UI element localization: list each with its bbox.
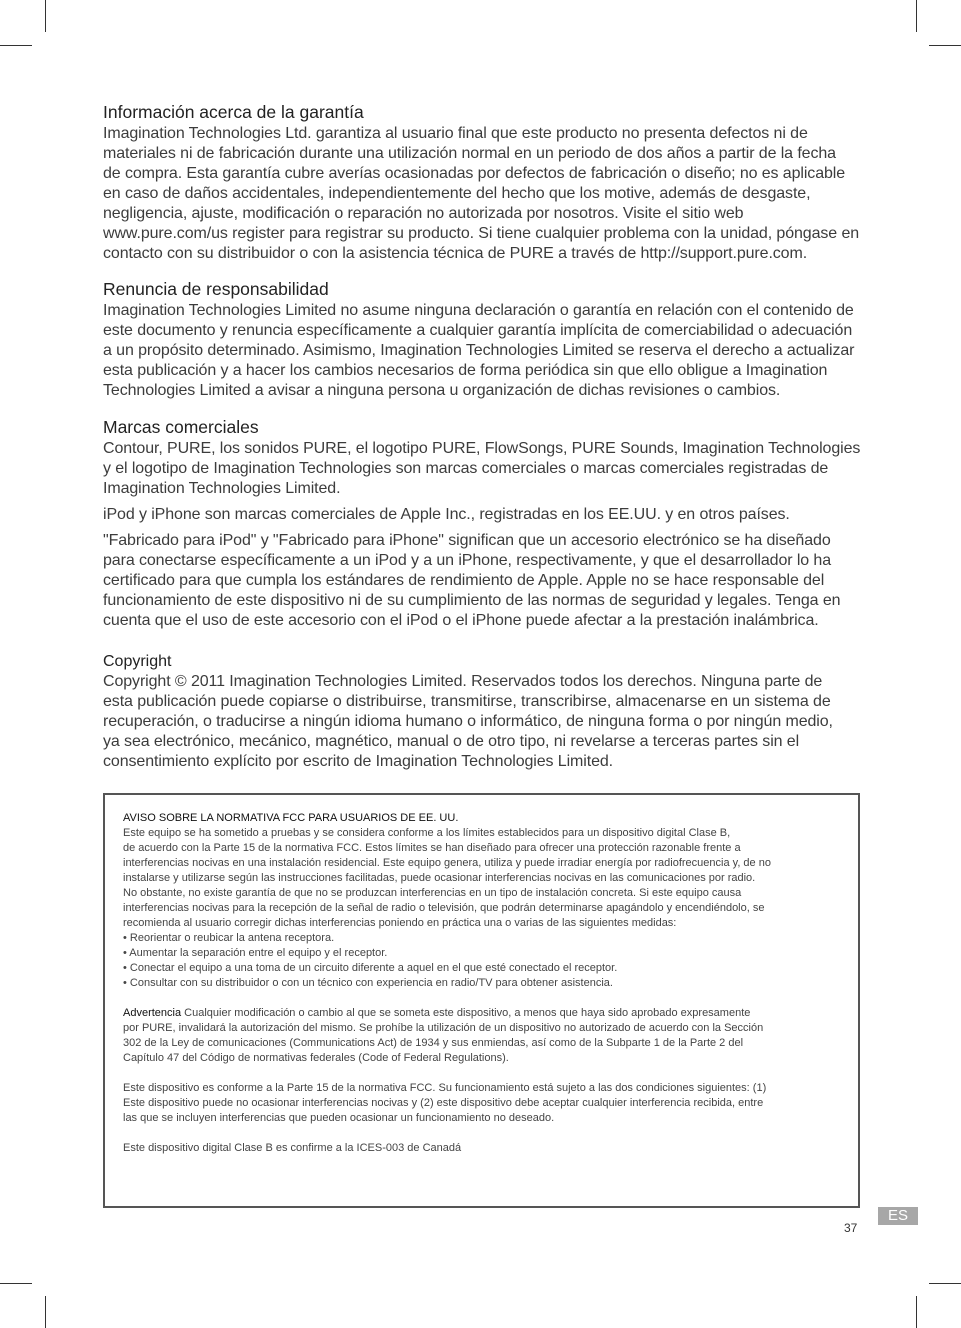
fcc-warning-label: Advertencia [123, 1007, 182, 1019]
text-line: cuenta que el uso de este accesorio con el iPod o el iPhone puede afectar a la prestación inalámbrica. [103, 612, 819, 629]
text-line: Imagination Technologies Limited. [103, 480, 341, 497]
trademarks-paragraph [103, 505, 903, 525]
text-line: instalarse y utilizarse según las instrucciones facilitadas, puede ocasionar interferencias nocivas en las comunicaciones por radio. [123, 872, 756, 884]
text-line: interferencias nocivas para la recepción de la señal de radio o televisión, que podrán determinarse apagándolo y encendiéndolo, se [123, 902, 765, 914]
warranty-heading: Información acerca de la garantía [103, 102, 364, 122]
trademarks-section [103, 417, 903, 631]
copyright-section [103, 652, 903, 772]
text-line: certificado para que cumpla los estándares de rendimiento de Apple. Apple no se hace responsable del [103, 572, 825, 589]
warranty-body [103, 124, 903, 264]
text-line: a un propósito determinado. Asimismo, Imagination Technologies Limited se reserva el derecho a actualizar [103, 342, 855, 359]
text-line: para conectarse específicamente a un iPod y a un iPhone, respectivamente, y que el desarrollador lo ha [103, 552, 832, 569]
text-line: Este dispositivo digital Clase B es confirme a la ICES-003 de Canadá [123, 1142, 462, 1154]
warranty-section [103, 102, 903, 264]
crop-mark [929, 1283, 961, 1284]
trademarks-heading: Marcas comerciales [103, 417, 259, 437]
text-line: Copyright © 2011 Imagination Technologies Limited. Reservados todos los derechos. Ninguna parte de [103, 673, 823, 690]
text-line: recomienda al usuario corregir dichas interferencias poniendo en práctica una o varias de las siguientes medidas: [123, 917, 677, 929]
text-line: contacto con su distribuidor o con la asistencia técnica de PURE a través de http://support.pure.com. [103, 245, 808, 262]
text-line: Technologies Limited a avisar a ninguna persona u organización de dichas revisiones o cambios. [103, 382, 781, 399]
copyright-heading: Copyright [103, 653, 172, 670]
text-line: de acuerdo con la Parte 15 de la normativa FCC. Estos límites se han diseñado para ofrecer una protección razonable frente a [123, 842, 741, 854]
text-line: No obstante, no existe garantía de que no se produzcan interferencias en un tipo de instalación concreta. Si este equipo causa [123, 887, 742, 899]
fcc-heading: AVISO SOBRE LA NORMATIVA FCC PARA USUARIOS DE EE. UU. [123, 812, 459, 824]
crop-mark [0, 45, 32, 46]
trademarks-paragraph [103, 439, 903, 499]
text-line: ya sea electrónico, mecánico, magnético, manual o de otro tipo, ni revelarse a terceras partes sin el [103, 733, 800, 750]
text-line: consentimiento explícito por escrito de Imagination Technologies Limited. [103, 753, 614, 770]
text-line: este documento y renuncia específicamente a cualquier garantía implícita de comerciabilidad o adecuación [103, 322, 853, 339]
text-line: interferencias nocivas en una instalación residencial. Este equipo genera, utiliza y puede irradiar energía por radiofrecuencia y, de no [123, 857, 771, 869]
text-line: "Fabricado para iPod" y "Fabricado para iPhone" significan que un accesorio electrónico se ha diseñado [103, 532, 831, 549]
crop-mark [929, 45, 961, 46]
text-line: recuperación, o traducirse a ningún idioma humano o informático, de ninguna forma o por ningún medio, [103, 713, 833, 730]
language-tab: ES [878, 1207, 918, 1225]
text-line: Imagination Technologies Ltd. garantiza al usuario final que este producto no presenta defectos ni de [103, 125, 808, 142]
text-line: en caso de daños accidentales, independientemente del hecho que los motive, además de desgaste, [103, 185, 811, 202]
text-line: www.pure.com/us register para registrar su producto. Si tiene cualquier problema con la unidad, póngase en [103, 225, 860, 242]
text-line: las que se incluyen interferencias que pueden ocasionar un funcionamiento no deseado. [123, 1112, 555, 1124]
copyright-body [103, 672, 903, 772]
fcc-notice-box [103, 793, 860, 1208]
text-line: 302 de la Ley de comunicaciones (Communications Act) de 1934 y sus enmiendas, así como de la Subparte 1 de la Parte 2 del [123, 1037, 744, 1049]
crop-mark [916, 0, 917, 32]
text-line: y el logotipo de Imagination Technologies son marcas comerciales o marcas comerciales registradas de [103, 460, 829, 477]
crop-mark [916, 1296, 917, 1328]
text-line: esta publicación y a hacer los cambios necesarios de forma periódica sin que ello obligue a Imagination [103, 362, 828, 379]
text-line: • Aumentar la separación entre el equipo y el receptor. [123, 947, 388, 959]
text-line: Este dispositivo es conforme a la Parte 15 de la normativa FCC. Su funcionamiento está sujeto a las dos condiciones siguientes: (1) [123, 1082, 767, 1094]
text-line: iPod y iPhone son marcas comerciales de Apple Inc., registradas en los EE.UU. y en otros países. [103, 506, 790, 523]
text-line: • Reorientar o reubicar la antena receptora. [123, 932, 335, 944]
trademarks-paragraph [103, 531, 903, 631]
crop-mark [0, 1283, 32, 1284]
text-line: materiales ni de fabricación durante una utilización normal en un periodo de dos años a partir de la fecha [103, 145, 836, 162]
fcc-paragraph [123, 1081, 771, 1126]
crop-mark [45, 0, 46, 32]
text-line: • Consultar con su distribuidor o con un técnico con experiencia en radio/TV para obtener asistencia. [123, 977, 613, 989]
disclaimer-body [103, 301, 903, 401]
page-number: 37 [844, 1221, 858, 1235]
text-line: de compra. Esta garantía cubre averías ocasionadas por defectos de fabricación o diseño; no es aplicable [103, 165, 846, 182]
text-line: funcionamiento de este dispositivo ni de su cumplimiento de las normas de seguridad y legales. Tenga en [103, 592, 841, 609]
fcc-warning-paragraph [123, 1021, 771, 1066]
fcc-paragraph [123, 1141, 771, 1156]
text-line: Este dispositivo puede no ocasionar interferencias nocivas y (2) este dispositivo debe aceptar cualquier interferencia recibida, entre [123, 1097, 764, 1109]
text-line: esta publicación puede copiarse o distribuirse, transmitirse, transcribirse, almacenarse en un sistema de [103, 693, 831, 710]
fcc-warning-text: Cualquier modificación o cambio al que se someta este dispositivo, a menos que haya sido aprobado expresamente [181, 1007, 751, 1019]
fcc-warning-line [123, 1006, 771, 1021]
text-line: Contour, PURE, los sonidos PURE, el logotipo PURE, FlowSongs, PURE Sounds, Imagination Technologies [103, 440, 861, 457]
crop-mark [45, 1296, 46, 1328]
fcc-paragraph [123, 826, 771, 991]
text-line: negligencia, ajuste, modificación o reparación no autorizada por nosotros. Visite el sitio web [103, 205, 744, 222]
text-line: Imagination Technologies Limited no asume ninguna declaración o garantía en relación con el contenido de [103, 302, 854, 319]
text-line: • Conectar el equipo a una toma de un circuito diferente a aquel en el que esté conectado el receptor. [123, 962, 618, 974]
text-line: Este equipo se ha sometido a pruebas y se considera conforme a los límites establecidos para un dispositivo digital Clase B, [123, 827, 731, 839]
text-line: por PURE, invalidará la autorización del mismo. Se prohíbe la utilización de un dispositivo no autorizado de acuerdo con la Sección [123, 1022, 764, 1034]
disclaimer-section [103, 279, 903, 401]
text-line: Capítulo 47 del Código de normativas federales (Code of Federal Regulations). [123, 1052, 509, 1064]
disclaimer-heading: Renuncia de responsabilidad [103, 279, 329, 299]
